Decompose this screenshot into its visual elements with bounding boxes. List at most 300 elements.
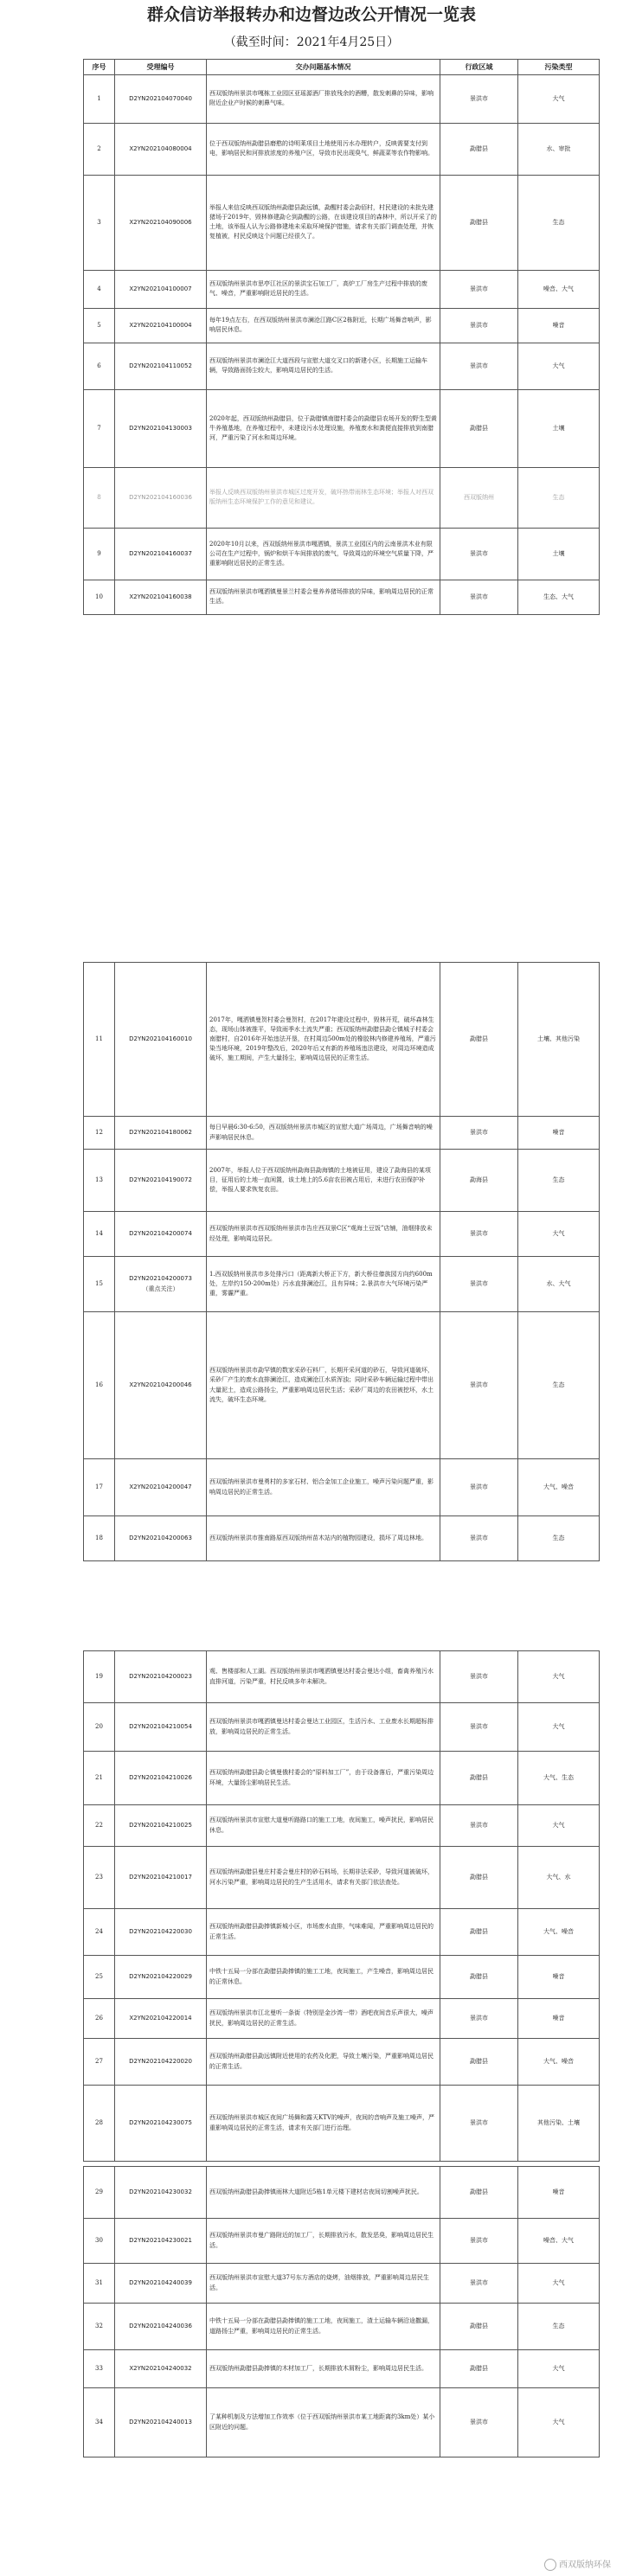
pollution-type-text: 大气	[552, 2418, 565, 2425]
case-description-text: 观、售楼部和人工湖。西双版纳州景洪市嘎洒镇曼达村委会曼达小组，畜禽养殖污水直排河道，污染严重，村民反映多年未解决。	[209, 1668, 434, 1685]
case-description	[207, 1516, 440, 1561]
case-region-text: 景洪市	[470, 1672, 488, 1680]
case-description-text: 2017年，嘎洒镇曼贺村委会曼贺村，在2017年建设过程中，毁林开荒，破坏森林生态，现场山体被推平，导致雨季水土流失严重；西双版纳州勐腊县勐仑镇城子村委会南腊村，自2016年开始违法开垦，在村周边500m处的橡胶林内修建养殖场，严重污染当地环境，2019年整改后，2020年后又有新的养殖场违法建设，对周边环境造成破坏，施工期间，产生大量扬尘，影响周边居民的正常生活。	[209, 1016, 436, 1062]
table-row	[84, 2167, 600, 2219]
case-code-text: X2YN202104240032	[129, 2364, 192, 2372]
case-region-text: 景洪市	[470, 2418, 488, 2425]
row-number-text: 14	[95, 1229, 103, 1237]
case-region	[440, 528, 518, 580]
case-description-text: 中铁十五局一分部在勐腊县勐捧镇的施工工地，夜间施工，渣土运输车辆沿途撒漏，道路扬尘严重，影响周边居民的正常生活。	[209, 2317, 434, 2335]
row-number-text: 19	[95, 1672, 103, 1680]
row-number	[84, 1257, 115, 1312]
case-code	[115, 1516, 207, 1561]
case-region	[440, 389, 518, 467]
case-code	[115, 1257, 207, 1312]
pollution-type	[518, 1312, 600, 1459]
pollution-type	[518, 389, 600, 467]
row-number-text: 28	[95, 2118, 103, 2126]
case-description	[207, 2304, 440, 2350]
pollution-type-text: 生态	[552, 218, 565, 226]
case-region-text: 景洪市	[470, 2118, 488, 2126]
row-number-text: 7	[97, 424, 101, 432]
case-description-text: 位于西双版纳州勐腊县磨憨的诗明莱项目土地使用污水办理转户，反映需要支付到电，影响居民和河排放浓度的养殖户区，导致市民出现臭气，鲜蔬菜等农作物影响。	[209, 140, 434, 157]
case-code-text: D2YN202104110052	[129, 362, 192, 369]
case-region	[440, 2264, 518, 2304]
row-number-text: 27	[95, 2057, 103, 2065]
case-region	[440, 2350, 518, 2388]
row-number	[84, 1516, 115, 1561]
case-code-text: D2YN202104070040	[129, 94, 192, 102]
case-region-text: 勐腊县	[470, 2057, 488, 2065]
case-region	[440, 1847, 518, 1909]
case-description	[207, 1847, 440, 1909]
case-region	[440, 2388, 518, 2457]
pollution-type	[518, 1150, 600, 1212]
case-region	[440, 1150, 518, 1212]
row-number	[84, 123, 115, 175]
row-number	[84, 270, 115, 308]
pollution-type-text: 水、大气	[546, 1279, 571, 1287]
row-number	[84, 528, 115, 580]
row-number-text: 12	[95, 1128, 103, 1136]
pollution-type-text: 生态	[552, 1176, 565, 1183]
case-region-text: 景洪市	[470, 94, 488, 102]
case-region-text: 勐腊县	[470, 218, 488, 226]
case-description	[207, 2264, 440, 2304]
row-number-text: 30	[95, 2236, 103, 2244]
case-code	[115, 1956, 207, 1999]
pollution-type-text: 其他污染、土壤	[537, 2118, 580, 2126]
case-description-text: 2020年10月以来，西双版纳州景洪市嘎洒镇，景洪工业园区内的云南景洪木业有限公司在生产过程中，锅炉和烘干车间排放的废气，导致周边的环境空气质量下降，严重影响附近居民的正常生活。	[209, 540, 434, 567]
case-description	[207, 175, 440, 270]
case-region	[440, 2304, 518, 2350]
pollution-type	[518, 528, 600, 580]
row-number	[84, 2219, 115, 2264]
case-description	[207, 1257, 440, 1312]
row-number-text: 15	[95, 1279, 103, 1287]
row-number-text: 5	[97, 321, 101, 329]
case-region-text: 景洪市	[470, 362, 488, 369]
table-row	[84, 74, 600, 123]
table-row	[84, 1312, 600, 1459]
case-code-text: D2YN202104210054	[129, 1722, 192, 1730]
case-code	[115, 1999, 207, 2039]
case-region-text: 景洪市	[470, 2014, 488, 2022]
case-description	[207, 74, 440, 123]
pollution-type-text: 大气	[552, 2278, 565, 2286]
case-description	[207, 2388, 440, 2457]
case-code-text: D2YN202104210025	[129, 1821, 192, 1829]
case-description	[207, 1459, 440, 1516]
pollution-type-text: 噪音	[552, 1972, 565, 1980]
pollution-type-text: 大气、噪音	[543, 2057, 574, 2065]
case-code-text: X2YN202104090006	[129, 218, 192, 226]
pollution-type	[518, 963, 600, 1117]
case-description	[207, 1909, 440, 1956]
pollution-type	[518, 123, 600, 175]
pollution-type-text: 噪音、大气	[543, 2236, 574, 2244]
case-region	[440, 1956, 518, 1999]
table-row	[84, 1847, 600, 1909]
row-number-text: 22	[95, 1821, 103, 1829]
case-region	[440, 1805, 518, 1847]
case-code	[115, 1752, 207, 1805]
table-row	[84, 2219, 600, 2264]
table-row	[84, 963, 600, 1117]
row-number	[84, 963, 115, 1117]
row-number-text: 11	[95, 1035, 103, 1042]
case-code-text: D2YN202104240036	[129, 2322, 192, 2329]
case-description-text: 西双版纳州景洪市推南路原西双版纳州苗木站内的植物园建设，损坏了周边林地。	[209, 1534, 427, 1541]
case-region	[440, 1651, 518, 1703]
table-row	[84, 1956, 600, 1999]
case-description-text: 西双版纳州勐腊县勐捧镇的木材加工厂，长期排放木屑粉尘，影响周边居民生活。	[209, 2364, 427, 2372]
pollution-type-text: 土壤	[552, 424, 565, 432]
case-description-text: 西双版纳州景洪市嘎栋工业园区亚瑶源酒厂排放残余的酒糟，散发刺鼻的异味，影响附近企业产时候的刺鼻气味。	[209, 90, 434, 107]
case-region	[440, 1703, 518, 1752]
table-row	[84, 528, 600, 580]
row-number	[84, 2350, 115, 2388]
row-number-text: 31	[95, 2278, 103, 2286]
case-code	[115, 1117, 207, 1150]
pollution-type	[518, 580, 600, 614]
row-number-text: 1	[97, 94, 101, 102]
column-header: 交办问题基本情况	[207, 60, 440, 75]
case-description	[207, 1150, 440, 1212]
table-row	[84, 1459, 600, 1516]
row-number-text: 25	[95, 1972, 103, 1980]
row-number-text: 24	[95, 1927, 103, 1935]
case-code-text: D2YN202104220029	[129, 1972, 192, 1980]
column-header: 行政区域	[440, 60, 518, 75]
case-code-text: D2YN202104210026	[129, 1773, 192, 1781]
pollution-type	[518, 1117, 600, 1150]
case-code-text: D2YN202104160037	[129, 549, 192, 557]
case-description	[207, 123, 440, 175]
case-description	[207, 1212, 440, 1257]
case-description	[207, 1312, 440, 1459]
case-description-text: 西双版纳州景洪市勐罕镇的数家采砂石料厂，长期开采河道的砂石，导致河道破坏，采砂厂产生的废水直排澜沧江，造成澜沧江水质浑浊；同时采砂车辆运输过程中带出大量泥土，造成公路扬尘，严重影响周边居民生活；采砂厂周边的农田被挖坏，水土流失，破坏生态环境。	[209, 1367, 434, 1403]
case-code	[115, 1150, 207, 1212]
table-row	[84, 2039, 600, 2086]
table-row	[84, 1703, 600, 1752]
case-description	[207, 2039, 440, 2086]
case-code-text: D2YN202104160036	[129, 493, 192, 501]
table-row	[84, 580, 600, 614]
case-code	[115, 2086, 207, 2162]
case-description-text: 西双版纳州景洪市曼广路附近的加工厂，长期排放污水，散发恶臭，影响周边居民生活。	[209, 2232, 434, 2249]
table-row	[84, 175, 600, 270]
pollution-type	[518, 1212, 600, 1257]
case-region	[440, 2086, 518, 2162]
row-number	[84, 1150, 115, 1212]
case-region-text: 西双版纳州	[464, 493, 494, 501]
case-region	[440, 1909, 518, 1956]
case-description	[207, 528, 440, 580]
case-region	[440, 963, 518, 1117]
case-code	[115, 2264, 207, 2304]
pollution-type	[518, 1847, 600, 1909]
case-region	[440, 2039, 518, 2086]
case-code	[115, 2219, 207, 2264]
case-code-text: D2YN202104200074	[129, 1229, 192, 1237]
case-code-text: X2YN202104160038	[129, 593, 192, 600]
row-number	[84, 74, 115, 123]
case-description-text: 西双版纳州景洪市宣慰大道曼听路路口的施工工地，夜间施工，噪声扰民，影响居民休息。	[209, 1817, 434, 1834]
pollution-type-text: 生态	[552, 2322, 565, 2329]
watermark-text: 西双版纳环保	[559, 2560, 611, 2570]
row-number	[84, 2304, 115, 2350]
pollution-type-text: 大气	[552, 1672, 565, 1680]
case-region-text: 勐腊县	[470, 144, 488, 152]
pollution-type-text: 大气	[552, 1722, 565, 1730]
case-region-text: 景洪市	[470, 2236, 488, 2244]
pollution-type-text: 生态	[552, 1534, 565, 1541]
case-code	[115, 2350, 207, 2388]
row-number	[84, 308, 115, 343]
case-region-text: 景洪市	[470, 285, 488, 292]
pollution-type	[518, 2039, 600, 2086]
case-region-text: 景洪市	[470, 2278, 488, 2286]
case-description-text: 西双版纳州勐腊县勐捧镇雨林大道附近5栋1单元楼下建材店夜间切割噪声扰民。	[209, 2188, 423, 2195]
column-header: 受理编号	[115, 60, 207, 75]
pollution-type-text: 噪音	[552, 2014, 565, 2022]
pollution-type	[518, 467, 600, 528]
pollution-type	[518, 175, 600, 270]
column-header: 污染类型	[518, 60, 600, 75]
case-region	[440, 580, 518, 614]
case-region-text: 景洪市	[470, 549, 488, 557]
case-region	[440, 1999, 518, 2039]
case-code-text: X2YN202104200047	[129, 1483, 192, 1490]
row-number	[84, 1999, 115, 2039]
pollution-type	[518, 1752, 600, 1805]
table-row	[84, 1516, 600, 1561]
case-code-text: D2YN202104130003	[129, 424, 192, 432]
case-region-text: 勐腊县	[470, 424, 488, 432]
case-code	[115, 1847, 207, 1909]
case-code	[115, 1909, 207, 1956]
row-number	[84, 2167, 115, 2219]
table-row	[84, 2388, 600, 2457]
table-row	[84, 343, 600, 389]
case-region	[440, 270, 518, 308]
case-code	[115, 467, 207, 528]
row-number	[84, 1752, 115, 1805]
case-code-text: D2YN202104200073	[129, 1275, 192, 1283]
case-region	[440, 1117, 518, 1150]
pollution-type-text: 水、审批	[546, 144, 571, 152]
pollution-type-text: 大气	[552, 94, 565, 102]
pollution-type-text: 大气	[552, 2364, 565, 2372]
row-number	[84, 343, 115, 389]
pollution-type	[518, 2167, 600, 2219]
pollution-type-text: 噪音	[552, 1128, 565, 1136]
case-description-text: 2020年起，西双版纳州勐腊县，位于勐腊镇南腊村委会的勐腊县农场开发的野生型黄牛养殖基地，在养殖过程中，未建设污水处理设施，养殖废水和粪便直接排放到南腊河，严重污染了河水和周边环境。	[209, 414, 437, 441]
row-number	[84, 1312, 115, 1459]
case-description	[207, 467, 440, 528]
pollution-type-text: 大气、噪音	[543, 1927, 574, 1935]
case-code-text: X2YN202104220014	[129, 2014, 192, 2022]
case-region	[440, 1459, 518, 1516]
row-number-text: 23	[95, 1873, 103, 1881]
pollution-type	[518, 2304, 600, 2350]
case-description	[207, 2086, 440, 2162]
row-number	[84, 580, 115, 614]
case-region-text: 景洪市	[470, 1128, 488, 1136]
case-region	[440, 308, 518, 343]
case-code-text: D2YN202104230032	[129, 2188, 192, 2195]
row-number-text: 29	[95, 2188, 103, 2195]
case-code	[115, 580, 207, 614]
case-description-text: 西双版纳州勐腊县勐捧镇新城小区，市场废水直排，气味难闻，严重影响周边居民的正常生活。	[209, 1923, 434, 1940]
pollution-type	[518, 2388, 600, 2457]
pollution-type-text: 大气、水	[546, 1873, 571, 1881]
case-code	[115, 2304, 207, 2350]
case-region	[440, 123, 518, 175]
case-region	[440, 2167, 518, 2219]
case-description	[207, 270, 440, 308]
case-region	[440, 1516, 518, 1561]
case-code-text: D2YN202104230021	[129, 2236, 192, 2244]
table-row	[84, 1257, 600, 1312]
pollution-type	[518, 1909, 600, 1956]
pollution-type-text: 噪音、大气	[543, 285, 574, 292]
case-description-text: 西双版纳州景洪市嘎洒镇曼达村委会曼达工业园区，生活污水、工业废水长期超标排放，影响周边居民的正常生活。	[209, 1718, 434, 1735]
case-code-text: X2YN202104080004	[129, 144, 192, 152]
watermark	[481, 2559, 611, 2573]
pollution-type-text: 生态、大气	[543, 593, 574, 600]
case-description-text: 每日早晨6:30-6:50，西双版纳州景洪市城区的宣慰大道广场周边，广场舞音响的噪声影响居民休息。	[209, 1124, 433, 1141]
pollution-type	[518, 308, 600, 343]
table-row	[84, 2350, 600, 2388]
pollution-type	[518, 1651, 600, 1703]
case-description-text: 西双版纳州景洪市宣慰大道37号东方酒店的烧烤，油烟排放，严重影响周边居民生活。	[209, 2274, 429, 2291]
page-title: 群众信访举报转办和边督边改公开情况一览表	[146, 5, 476, 24]
row-number	[84, 1847, 115, 1909]
case-code	[115, 2167, 207, 2219]
pollution-type-text: 大气	[552, 1229, 565, 1237]
case-region	[440, 1257, 518, 1312]
case-region-text: 景洪市	[470, 1483, 488, 1490]
case-description	[207, 1117, 440, 1150]
pollution-type	[518, 2350, 600, 2388]
row-number	[84, 1805, 115, 1847]
row-number-text: 33	[95, 2364, 103, 2372]
pollution-type	[518, 1999, 600, 2039]
case-region	[440, 74, 518, 123]
case-description	[207, 2219, 440, 2264]
row-number	[84, 1459, 115, 1516]
pollution-type	[518, 2086, 600, 2162]
case-description-text: 每年19点左右，在西双版纳州景洪市澜沧江路C区2栋附近，长期广场舞音响声，影响居民休息。	[209, 317, 432, 334]
case-description	[207, 1703, 440, 1752]
case-region-text: 景洪市	[470, 1534, 488, 1541]
pollution-type	[518, 1459, 600, 1516]
case-region-text: 勐腊县	[470, 1873, 488, 1881]
row-number-text: 20	[95, 1722, 103, 1730]
case-code-text: D2YN202104220030	[129, 1927, 192, 1935]
case-description-text: 西双版纳州景洪市嘎洒镇曼景兰村委会曼养养猪场排放的异味，影响周边居民的正常生活。	[209, 588, 434, 606]
row-number	[84, 2388, 115, 2457]
row-number-text: 8	[97, 493, 101, 501]
case-region-text: 勐腊县	[470, 1773, 488, 1781]
case-code	[115, 528, 207, 580]
case-code-text: D2YN202104240039	[129, 2278, 192, 2286]
table-row	[84, 2304, 600, 2350]
pollution-type	[518, 74, 600, 123]
case-code	[115, 1459, 207, 1516]
row-number-text: 26	[95, 2014, 103, 2022]
table-row	[84, 1752, 600, 1805]
complaint-table-3	[83, 1650, 600, 2162]
case-description-text: 西双版纳州景洪市思亭江社区的景洪宝石加工厂，高炉工厂房生产过程中排放的废气、噪音，严重影响附近居民的生活。	[209, 280, 427, 298]
case-code-text: X2YN202104100004	[129, 321, 192, 329]
case-description-text: 中铁十五局一分部在勐腊县勐捧镇的施工工地，夜间施工，产生噪音，影响周边居民的正常休息。	[209, 1968, 434, 1985]
table-row	[84, 270, 600, 308]
row-number-text: 18	[95, 1534, 103, 1541]
pollution-type-text: 噪音	[552, 2188, 565, 2195]
pollution-type	[518, 1703, 600, 1752]
case-description-text: 西双版纳州景洪市西双版纳州景洪市告庄西双景C区“观海土豆饭”店铺，油烟排放未经处理，影响周边居民。	[209, 1225, 433, 1242]
case-code-text: D2YN202104200023	[129, 1672, 192, 1680]
case-region	[440, 1752, 518, 1805]
case-description-text: 西双版纳州景洪市澜沧江大道西段与宣慰大道交叉口的新建小区，长期施工运输车辆，导致路面扬尘较大，影响周边居民的生活。	[209, 357, 427, 375]
case-description	[207, 1956, 440, 1999]
table-row	[84, 1150, 600, 1212]
case-description	[207, 343, 440, 389]
case-region-text: 勐腊县	[470, 2188, 488, 2195]
case-code-text: D2YN202104160010	[129, 1035, 192, 1042]
pollution-type-text: 土壤、其他污染	[537, 1035, 580, 1042]
case-region	[440, 343, 518, 389]
pollution-type	[518, 1956, 600, 1999]
case-region-text: 景洪市	[470, 1279, 488, 1287]
case-description	[207, 580, 440, 614]
row-number-text: 32	[95, 2322, 103, 2329]
row-number	[84, 1117, 115, 1150]
case-code	[115, 270, 207, 308]
table-row	[84, 1212, 600, 1257]
table-row	[84, 2264, 600, 2304]
case-description-text: 西双版纳州景洪市城区夜间广场舞和露天KTV的噪声，夜间的音响声及施工噪声，严重影响周边居民的正常生活，请求有关部门进行治理。	[209, 2114, 434, 2131]
row-number	[84, 1212, 115, 1257]
case-region-text: 景洪市	[470, 1821, 488, 1829]
row-number-text: 13	[95, 1176, 103, 1183]
case-description	[207, 308, 440, 343]
table-row	[84, 1909, 600, 1956]
row-number-text: 3	[97, 218, 101, 226]
case-region-text: 勐海县	[470, 1176, 488, 1183]
case-code-text: X2YN202104100007	[129, 285, 192, 292]
case-description	[207, 389, 440, 467]
pollution-type	[518, 2219, 600, 2264]
case-description	[207, 1805, 440, 1847]
pollution-type-text: 大气	[552, 362, 565, 369]
row-number	[84, 2039, 115, 2086]
column-header: 序号	[84, 60, 115, 75]
case-region-text: 勐腊县	[470, 1927, 488, 1935]
row-number	[84, 1651, 115, 1703]
case-code-text: X2YN202104200046	[129, 1381, 192, 1388]
case-description	[207, 1999, 440, 2039]
case-region-text: 勐腊县	[470, 1035, 488, 1042]
case-code-text: D2YN202104210017	[129, 1873, 192, 1881]
row-number	[84, 175, 115, 270]
row-number	[84, 1703, 115, 1752]
row-number-text: 10	[95, 593, 103, 600]
case-code	[115, 1703, 207, 1752]
